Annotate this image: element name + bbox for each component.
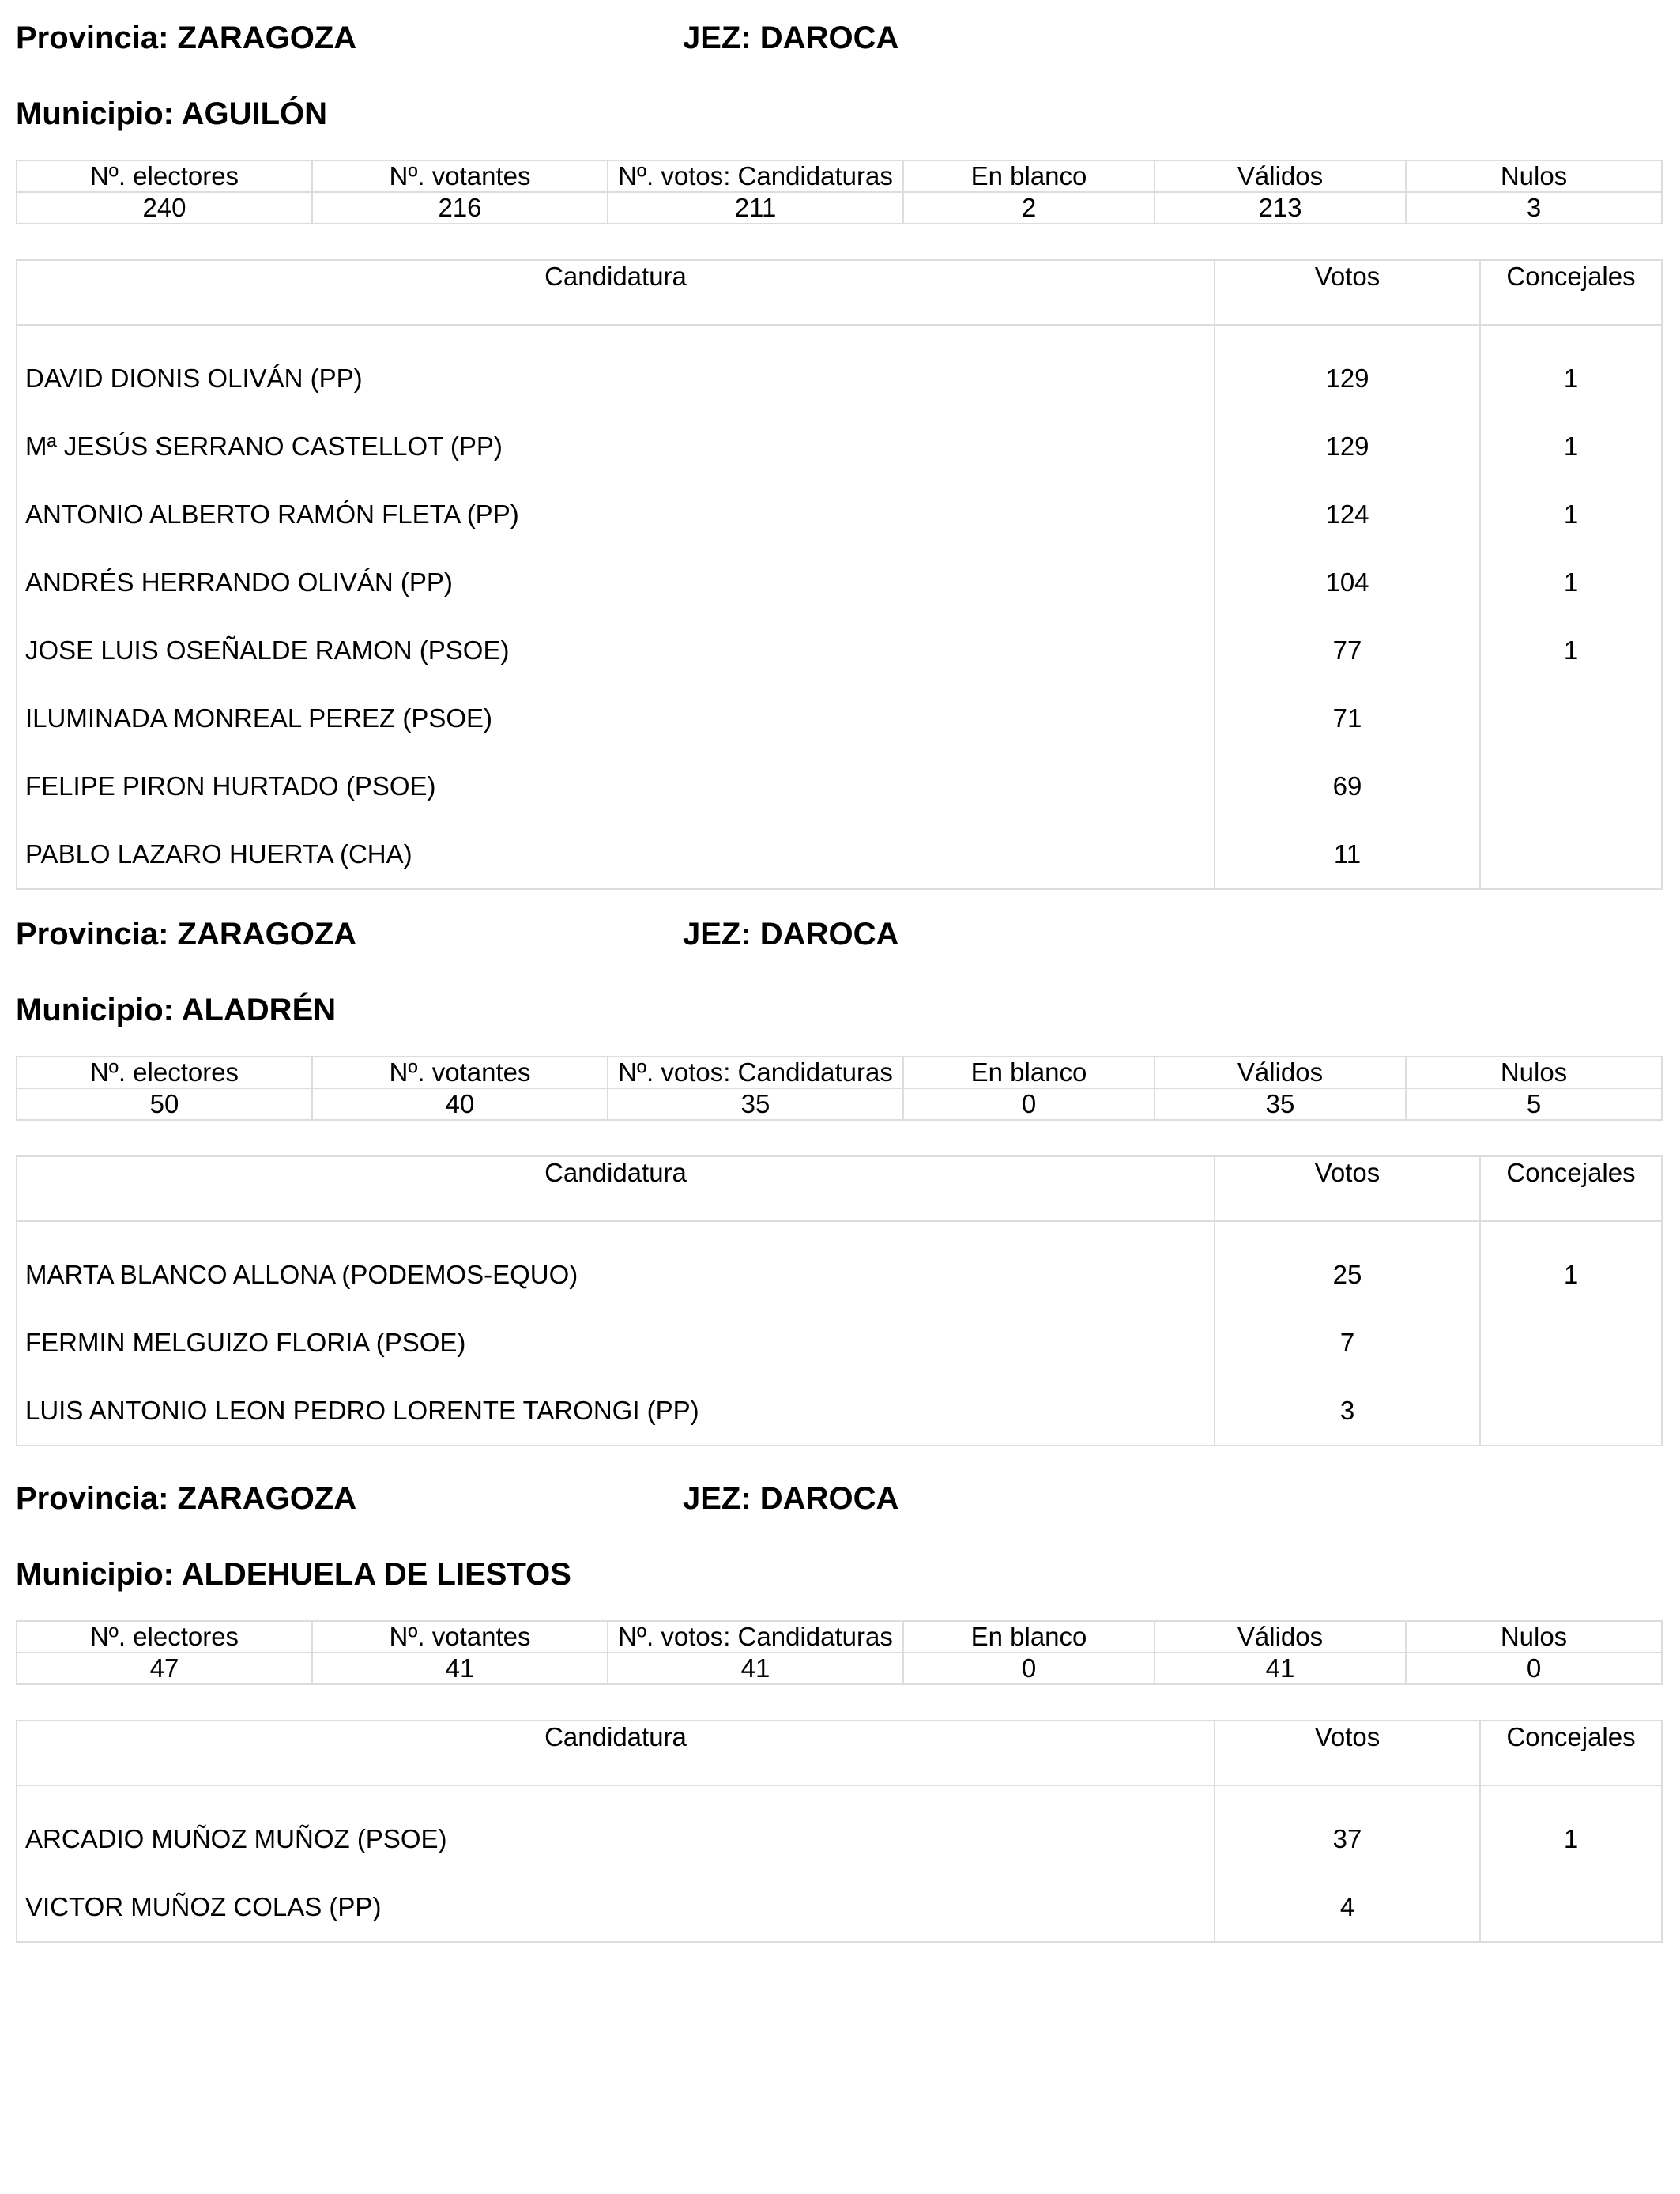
candidate-row <box>17 481 1662 548</box>
candidate-row <box>17 820 1662 889</box>
candidate-votos: 124 <box>1215 481 1480 548</box>
candidate-name: ILUMINADA MONREAL PEREZ (PSOE) <box>25 703 493 733</box>
candidates-header-row <box>17 260 1662 325</box>
candidates-table <box>16 259 1663 890</box>
candidate-concejales: 1 <box>1480 548 1662 616</box>
stats-value-votantes: 40 <box>312 1088 608 1120</box>
stats-value-row <box>17 192 1662 224</box>
municipality-section <box>16 910 1661 1446</box>
stats-header-electores: Nº. electores <box>17 1057 312 1088</box>
jez-label: JEZ: DAROCA <box>683 1481 899 1516</box>
header-votos: Votos <box>1215 260 1480 325</box>
candidate-name: PABLO LAZARO HUERTA (CHA) <box>25 839 412 869</box>
stats-table <box>16 1056 1663 1121</box>
candidate-votos: 69 <box>1215 752 1480 820</box>
municipality-section <box>16 1475 1661 1943</box>
municipality-section <box>16 14 1661 890</box>
candidate-name: Mª JESÚS SERRANO CASTELLOT (PP) <box>25 432 503 461</box>
candidate-votos: 11 <box>1215 820 1480 889</box>
section-header <box>16 910 1661 958</box>
stats-table <box>16 160 1663 224</box>
header-concejales: Concejales <box>1480 260 1662 325</box>
candidate-name: LUIS ANTONIO LEON PEDRO LORENTE TARONGI (PP) <box>25 1396 699 1425</box>
candidate-concejales <box>1480 684 1662 752</box>
stats-value-nulos: 0 <box>1406 1653 1662 1684</box>
candidate-concejales <box>1480 820 1662 889</box>
candidate-name: MARTA BLANCO ALLONA (PODEMOS-EQUO) <box>25 1260 578 1289</box>
stats-header-en-blanco: En blanco <box>903 1057 1155 1088</box>
candidate-row <box>17 413 1662 481</box>
candidate-votos: 129 <box>1215 413 1480 481</box>
stats-header-votos-candidaturas: Nº. votos: Candidaturas <box>608 1621 903 1653</box>
municipio-title: Municipio: ALADRÉN <box>16 993 337 1027</box>
stats-table <box>16 1620 1663 1685</box>
stats-header-row <box>17 1057 1662 1088</box>
stats-header-votos-candidaturas: Nº. votos: Candidaturas <box>608 160 903 192</box>
header-candidatura: Candidatura <box>17 260 1215 325</box>
candidates-header-row <box>17 1721 1662 1785</box>
stats-value-en-blanco: 0 <box>903 1653 1155 1684</box>
stats-header-validos: Válidos <box>1155 160 1406 192</box>
stats-value-votos-candidaturas: 211 <box>608 192 903 224</box>
candidate-votos: 25 <box>1215 1221 1480 1309</box>
candidate-name: ANTONIO ALBERTO RAMÓN FLETA (PP) <box>25 499 519 529</box>
provincia-label: Provincia: ZARAGOZA <box>16 1481 357 1516</box>
candidate-name: DAVID DIONIS OLIVÁN (PP) <box>25 364 363 393</box>
header-concejales: Concejales <box>1480 1156 1662 1221</box>
header-votos: Votos <box>1215 1156 1480 1221</box>
header-candidatura: Candidatura <box>17 1156 1215 1221</box>
candidate-votos: 37 <box>1215 1785 1480 1873</box>
candidates-table <box>16 1720 1663 1943</box>
municipio-title: Municipio: ALDEHUELA DE LIESTOS <box>16 1557 571 1592</box>
candidates-header-row <box>17 1156 1662 1221</box>
candidate-votos: 71 <box>1215 684 1480 752</box>
candidate-votos: 77 <box>1215 616 1480 684</box>
stats-value-nulos: 3 <box>1406 192 1662 224</box>
candidates-table <box>16 1155 1663 1446</box>
candidate-row <box>17 325 1662 413</box>
candidate-concejales: 1 <box>1480 413 1662 481</box>
candidate-concejales <box>1480 752 1662 820</box>
candidate-name: VICTOR MUÑOZ COLAS (PP) <box>25 1892 382 1921</box>
stats-value-en-blanco: 0 <box>903 1088 1155 1120</box>
candidate-row <box>17 616 1662 684</box>
section-header <box>16 1475 1661 1522</box>
stats-header-row <box>17 160 1662 192</box>
stats-value-validos: 213 <box>1155 192 1406 224</box>
candidate-name: ARCADIO MUÑOZ MUÑOZ (PSOE) <box>25 1824 447 1853</box>
candidate-concejales <box>1480 1377 1662 1446</box>
candidate-concejales: 1 <box>1480 616 1662 684</box>
section-header <box>16 14 1661 62</box>
stats-value-nulos: 5 <box>1406 1088 1662 1120</box>
candidate-row <box>17 1221 1662 1309</box>
stats-header-votantes: Nº. votantes <box>312 1621 608 1653</box>
candidate-name: FERMIN MELGUIZO FLORIA (PSOE) <box>25 1328 466 1357</box>
candidate-concejales: 1 <box>1480 325 1662 413</box>
stats-header-en-blanco: En blanco <box>903 160 1155 192</box>
candidate-row <box>17 1873 1662 1942</box>
stats-value-electores: 240 <box>17 192 312 224</box>
candidate-votos: 3 <box>1215 1377 1480 1446</box>
stats-header-validos: Válidos <box>1155 1057 1406 1088</box>
stats-header-row <box>17 1621 1662 1653</box>
stats-value-votantes: 41 <box>312 1653 608 1684</box>
stats-header-nulos: Nulos <box>1406 1621 1662 1653</box>
stats-value-row <box>17 1653 1662 1684</box>
stats-header-nulos: Nulos <box>1406 160 1662 192</box>
stats-header-votantes: Nº. votantes <box>312 1057 608 1088</box>
candidate-concejales <box>1480 1309 1662 1377</box>
candidate-row <box>17 1309 1662 1377</box>
stats-header-votos-candidaturas: Nº. votos: Candidaturas <box>608 1057 903 1088</box>
stats-header-nulos: Nulos <box>1406 1057 1662 1088</box>
stats-value-validos: 41 <box>1155 1653 1406 1684</box>
candidate-votos: 129 <box>1215 325 1480 413</box>
candidate-row <box>17 1377 1662 1446</box>
candidate-votos: 104 <box>1215 548 1480 616</box>
stats-header-electores: Nº. electores <box>17 160 312 192</box>
candidate-name: FELIPE PIRON HURTADO (PSOE) <box>25 771 436 801</box>
stats-value-votos-candidaturas: 35 <box>608 1088 903 1120</box>
candidate-concejales: 1 <box>1480 481 1662 548</box>
candidate-name: JOSE LUIS OSEÑALDE RAMON (PSOE) <box>25 635 510 665</box>
stats-value-votantes: 216 <box>312 192 608 224</box>
candidate-name: ANDRÉS HERRANDO OLIVÁN (PP) <box>25 567 453 597</box>
candidate-votos: 4 <box>1215 1873 1480 1942</box>
stats-header-validos: Válidos <box>1155 1621 1406 1653</box>
header-candidatura: Candidatura <box>17 1721 1215 1785</box>
provincia-label: Provincia: ZARAGOZA <box>16 917 357 952</box>
candidate-row <box>17 684 1662 752</box>
candidate-concejales: 1 <box>1480 1785 1662 1873</box>
candidate-concejales <box>1480 1873 1662 1942</box>
municipio-title: Municipio: AGUILÓN <box>16 96 328 131</box>
header-votos: Votos <box>1215 1721 1480 1785</box>
stats-header-votantes: Nº. votantes <box>312 160 608 192</box>
provincia-label: Provincia: ZARAGOZA <box>16 21 357 55</box>
stats-value-validos: 35 <box>1155 1088 1406 1120</box>
candidate-row <box>17 548 1662 616</box>
candidate-row <box>17 752 1662 820</box>
candidate-concejales: 1 <box>1480 1221 1662 1309</box>
candidate-votos: 7 <box>1215 1309 1480 1377</box>
stats-value-en-blanco: 2 <box>903 192 1155 224</box>
candidate-row <box>17 1785 1662 1873</box>
jez-label: JEZ: DAROCA <box>683 917 899 952</box>
jez-label: JEZ: DAROCA <box>683 21 899 55</box>
stats-header-en-blanco: En blanco <box>903 1621 1155 1653</box>
stats-value-electores: 50 <box>17 1088 312 1120</box>
stats-value-electores: 47 <box>17 1653 312 1684</box>
header-concejales: Concejales <box>1480 1721 1662 1785</box>
stats-value-votos-candidaturas: 41 <box>608 1653 903 1684</box>
stats-header-electores: Nº. electores <box>17 1621 312 1653</box>
stats-value-row <box>17 1088 1662 1120</box>
